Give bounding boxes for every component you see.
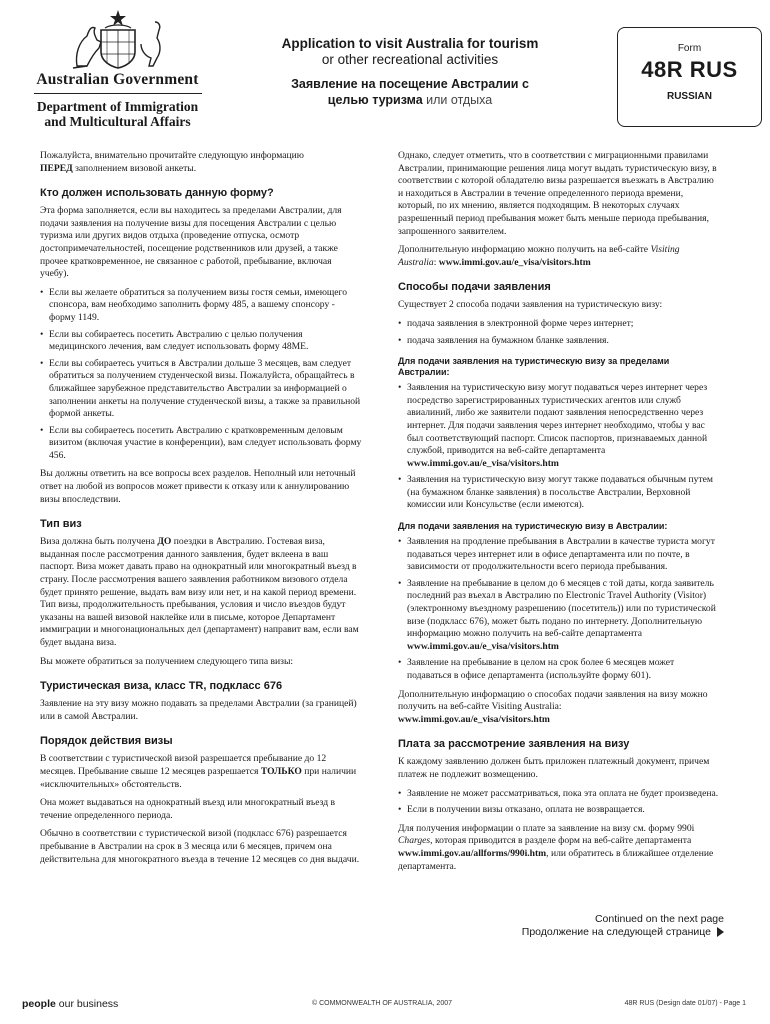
visitors-link[interactable]: www.immi.gov.au/e_visa/visitors.htm — [398, 713, 550, 725]
heading-visa-fee: Плата за рассмотрение заявления на визу — [398, 738, 630, 751]
more-info-paragraph — [398, 244, 720, 269]
list-item: • Заявления на туристическую визу могут также подаваться обычным путем (на бумажном бланке заявления) в посольстве Австралии, Верховной комиссии или Консульстве (если имеются). — [398, 474, 720, 512]
form-code: 48R RUS — [641, 57, 738, 82]
heading-application-methods: Способы подачи заявления — [398, 281, 551, 294]
form-language: RUSSIAN — [666, 91, 712, 102]
visa-type-text-a: Виза должна быть получена — [40, 536, 155, 548]
tourist-paragraph: Заявление на эту визу можно подавать за пределами Австралии (за границей) или в самой Австралии. — [40, 698, 357, 722]
right-column — [398, 150, 720, 879]
list-item: • Если вы собираетесь посетить Австралию с целью получения медицинского лечения, вам следует использовать форму 48ME. — [40, 329, 362, 354]
visa-type-paragraph — [40, 536, 362, 649]
visitors-link[interactable]: www.immi.gov.au/e_visa/visitors.htm — [438, 256, 591, 268]
inside-paragraph — [398, 689, 720, 727]
title-russian-light: или отдыха — [426, 93, 493, 107]
government-name: Australian Government — [36, 71, 199, 88]
title-russian-line2 — [260, 92, 560, 108]
list-item: • подача заявления на бумажном бланке заявления. — [398, 335, 720, 348]
fee-text-a: Для получения информации о плате за заявление на визу см. форму 990i — [398, 822, 695, 834]
department-name-line2: and Multicultural Affairs — [44, 114, 191, 129]
footer-slogan — [22, 998, 118, 1010]
intro-paragraph — [40, 150, 362, 175]
continued-english: Continued on the next page — [594, 913, 724, 925]
who-paragraph-2: Вы должны ответить на все вопросы всех разделов. Неполный или неточный ответ на любой из вопросов может привести к отказу или к аннулированию визы впоследствии. — [40, 468, 356, 505]
validity-paragraph — [40, 753, 362, 791]
visitors-link[interactable]: www.immi.gov.au/e_visa/visitors.htm — [407, 457, 559, 469]
intro-line1: Пожалуйста, внимательно прочитайте следующую информацию — [40, 150, 304, 161]
charges-link[interactable]: www.immi.gov.au/allforms/990i.htm — [398, 847, 547, 859]
heading-visa-validity: Порядок действия визы — [40, 735, 173, 748]
list-item: • Если вы собираетесь учиться в Австралии дольше 3 месяцев, вам следует обратиться за получением студенческой визы. Пожалуйста, обращайтесь в ближайшее зарубежное представительство Австралии за информацией о заполнении анкеты на получение студенческой визы, а также за правильной формой анкеты. — [40, 358, 362, 421]
heading-visa-type: Тип виз — [40, 518, 82, 531]
department-name-line1: Department of Immigration — [36, 99, 199, 114]
title-english-subtitle: or other recreational activities — [321, 52, 499, 67]
fee-text-c: , или обратитесь в ближайшее отделение департамента. — [398, 847, 714, 872]
continued-notice — [522, 913, 724, 939]
continued-russian-line — [522, 926, 724, 939]
fee-paragraph: К каждому заявлению должен быть приложен платежный документ, причем платеж не подлежит возмещению. — [398, 756, 710, 780]
fee-paragraph-2 — [398, 823, 720, 873]
who-list — [40, 287, 362, 463]
validity-paragraph-2: Она может выдаваться на однократный въезд или многократный въезд в течение определенного периода. — [40, 797, 336, 821]
fee-text-b: , которая приводится в разделе форм на веб-сайте департамента — [430, 835, 692, 847]
title-english: Application to visit Australia for tourism — [281, 36, 539, 51]
department-name — [30, 99, 205, 129]
title-russian — [260, 76, 560, 108]
intro-line2: заполнением визовой анкеты. — [75, 162, 197, 174]
fee-form-name: Charges — [398, 835, 431, 847]
visitors-link[interactable]: www.immi.gov.au/e_visa/visitors.htm — [407, 640, 559, 652]
footer-slogan-rest: our business — [58, 998, 119, 1010]
inside-list — [398, 536, 720, 683]
list-item: • Если вы собираетесь посетить Австралию с кратковременным деловым визитом (включая участие в конференции), вам следует использовать форму 456. — [40, 425, 362, 463]
footer-slogan-bold: people — [22, 998, 56, 1010]
title-russian-line1: Заявление на посещение Австралии с — [291, 77, 529, 91]
arrow-right-icon — [717, 927, 724, 937]
copyright: © COMMONWEALTH OF AUSTRALIA, 2007 — [312, 1000, 452, 1007]
list-item: • Заявление не может рассматриваться, пока эта оплата не будет произведена. — [398, 788, 720, 801]
left-column — [40, 150, 362, 872]
visa-type-emphasis: ДО — [157, 536, 172, 548]
who-paragraph: Эта форма заполняется, если вы находитесь за пределами Австралии, для подачи заявления на получение визы для посещения Австралии с целью туризма или других видов отдыха (проведение отпуска, осмотр достопримечательностей, посещение родственников или друзей, а также прочее кратковременное, не связанное с работой, пребывание, включая учебу). — [40, 205, 342, 280]
list-item: • подача заявления в электронной форме через интернет; — [398, 318, 720, 331]
visa-type-paragraph-2: Вы можете обратиться за получением следующего типа визы: — [40, 655, 294, 667]
methods-list — [398, 318, 720, 347]
government-logo — [30, 8, 205, 129]
validity-paragraph-3: Обычно в соответствии с туристической визой (подкласс 676) разрешается пребывание в Австралии на срок в 3 месяца или 6 месяцев, причем она действительна для многократного въезда в течение 12 месяцев со дня выдачи. — [40, 828, 360, 865]
more-info-text: Дополнительную информацию можно получить на веб-сайте — [398, 244, 649, 256]
fee-list — [398, 788, 720, 817]
logo-divider — [34, 93, 202, 94]
coat-of-arms-icon — [63, 8, 173, 70]
outside-list — [398, 382, 720, 512]
form-label: Form — [677, 43, 702, 54]
decision-paragraph: Однако, следует отметить, что в соответствии с миграционными правилами Австралии, принимающие решения лица могут выдать туристическую визу, в соответствии с которой обладателю визы разрешается въезжать в Австралию и находиться в Австралии в течение определенного периода времени, который, по их мнению, является подходящим. В некоторых случаях разрешенный период пребывания может быть меньше периода пребывания, запрошенного заявителем. — [398, 150, 717, 237]
validity-text-b: при наличии «исключительных» обстоятельств. — [40, 765, 357, 790]
document-title — [260, 36, 560, 108]
list-item: • Заявление на пребывание в целом на срок более 6 месяцев может подаваться в офисе департамента (используйте форму 601). — [398, 657, 720, 682]
intro-emphasis: ПЕРЕД — [40, 162, 73, 174]
inside-text: Заявление на пребывание в целом до 6 месяцев с той даты, когда заявитель последний раз въехал в Австралию по Electronic Travel Authority (Visitor) (электронному въездному разрешению (посетитель)) или по туристической визе (подкласс 676), может быть подано по интернету. Дополнительную информацию можно получить на веб-сайте департамента — [407, 577, 716, 640]
list-item: • Если в получении визы отказано, оплата не возвращается. — [398, 804, 720, 817]
page-info: 48R RUS (Design date 01/07) - Page 1 — [624, 1000, 746, 1007]
list-item — [398, 382, 720, 470]
list-item: • Заявления на продление пребывания в Австралии в качестве туриста могут подаваться через интернет или в офисе департамента или по почте, в зависимости от продолжительности всего периода пребывания. — [398, 536, 720, 574]
heading-tourist-visa: Туристическая виза, класс TR, подкласс 676 — [40, 680, 283, 693]
form-id-box — [617, 27, 762, 127]
title-russian-bold: целью туризма — [327, 93, 423, 107]
visa-type-text-b: поездки в Австралию. Гостевая виза, выданная после рассмотрения данного заявления, будет вклеена в ваш паспорт. Виза может давать право на однократный или многократный въезд в страну. После рассмотрения вашего заявления работником визового отдела будет принято решение, выдать вам визу или нет, и на какой период времени. Тип визы, продолжительность пребывания, условия и число въездов будут указаны на вашей визовой наклейке или в письме, которое Департамент иммиграции и многонациональных дел (департамент) направит вам, если вам будет выдана виза. — [40, 536, 359, 648]
continued-russian: Продолжение на следующей странице — [521, 926, 711, 938]
heading-who-uses-form: Кто должен использовать данную форму? — [40, 187, 274, 200]
heading-inside-australia: Для подачи заявления на туристическую визу в Австралии: — [398, 521, 668, 532]
outside-text: Заявления на туристическую визу могут подаваться через интернет через посредство зарегистрированных туристических агентов или служб авиалиний, либо же заявители подают заявления непосредственно через интернет. Для подачи заявления через интернет необходимо, чтобы у вас был соответствующий паспорт. Список паспортов, признаваемых данной службой, приводится на веб-сайте департамента — [407, 382, 708, 457]
heading-outside-australia: Для подачи заявления на туристическую визу за пределами Австралии: — [398, 356, 670, 378]
more-info-site-name: Visiting Australia — [398, 244, 680, 268]
methods-paragraph: Существует 2 способа подачи заявления на туристическую визу: — [398, 299, 663, 311]
list-item — [398, 578, 720, 654]
list-item: • Если вы желаете обратиться за получением визы гостя семьи, имеющего спонсора, вам необходимо заполнить форму 485, а вашему спонсору - форму 1149. — [40, 287, 362, 325]
validity-emphasis: ТОЛЬКО — [260, 765, 302, 777]
inside-info-text: Дополнительную информацию о способах подачи заявления на визу можно получить на веб-сайте Visiting Australia: — [398, 688, 708, 713]
validity-text-a: В соответствии с туристической визой разрешается пребывание до 12 месяцев. Пребывание свыше 12 месяцев разрешается — [40, 753, 327, 777]
more-info-colon: : — [433, 256, 437, 268]
